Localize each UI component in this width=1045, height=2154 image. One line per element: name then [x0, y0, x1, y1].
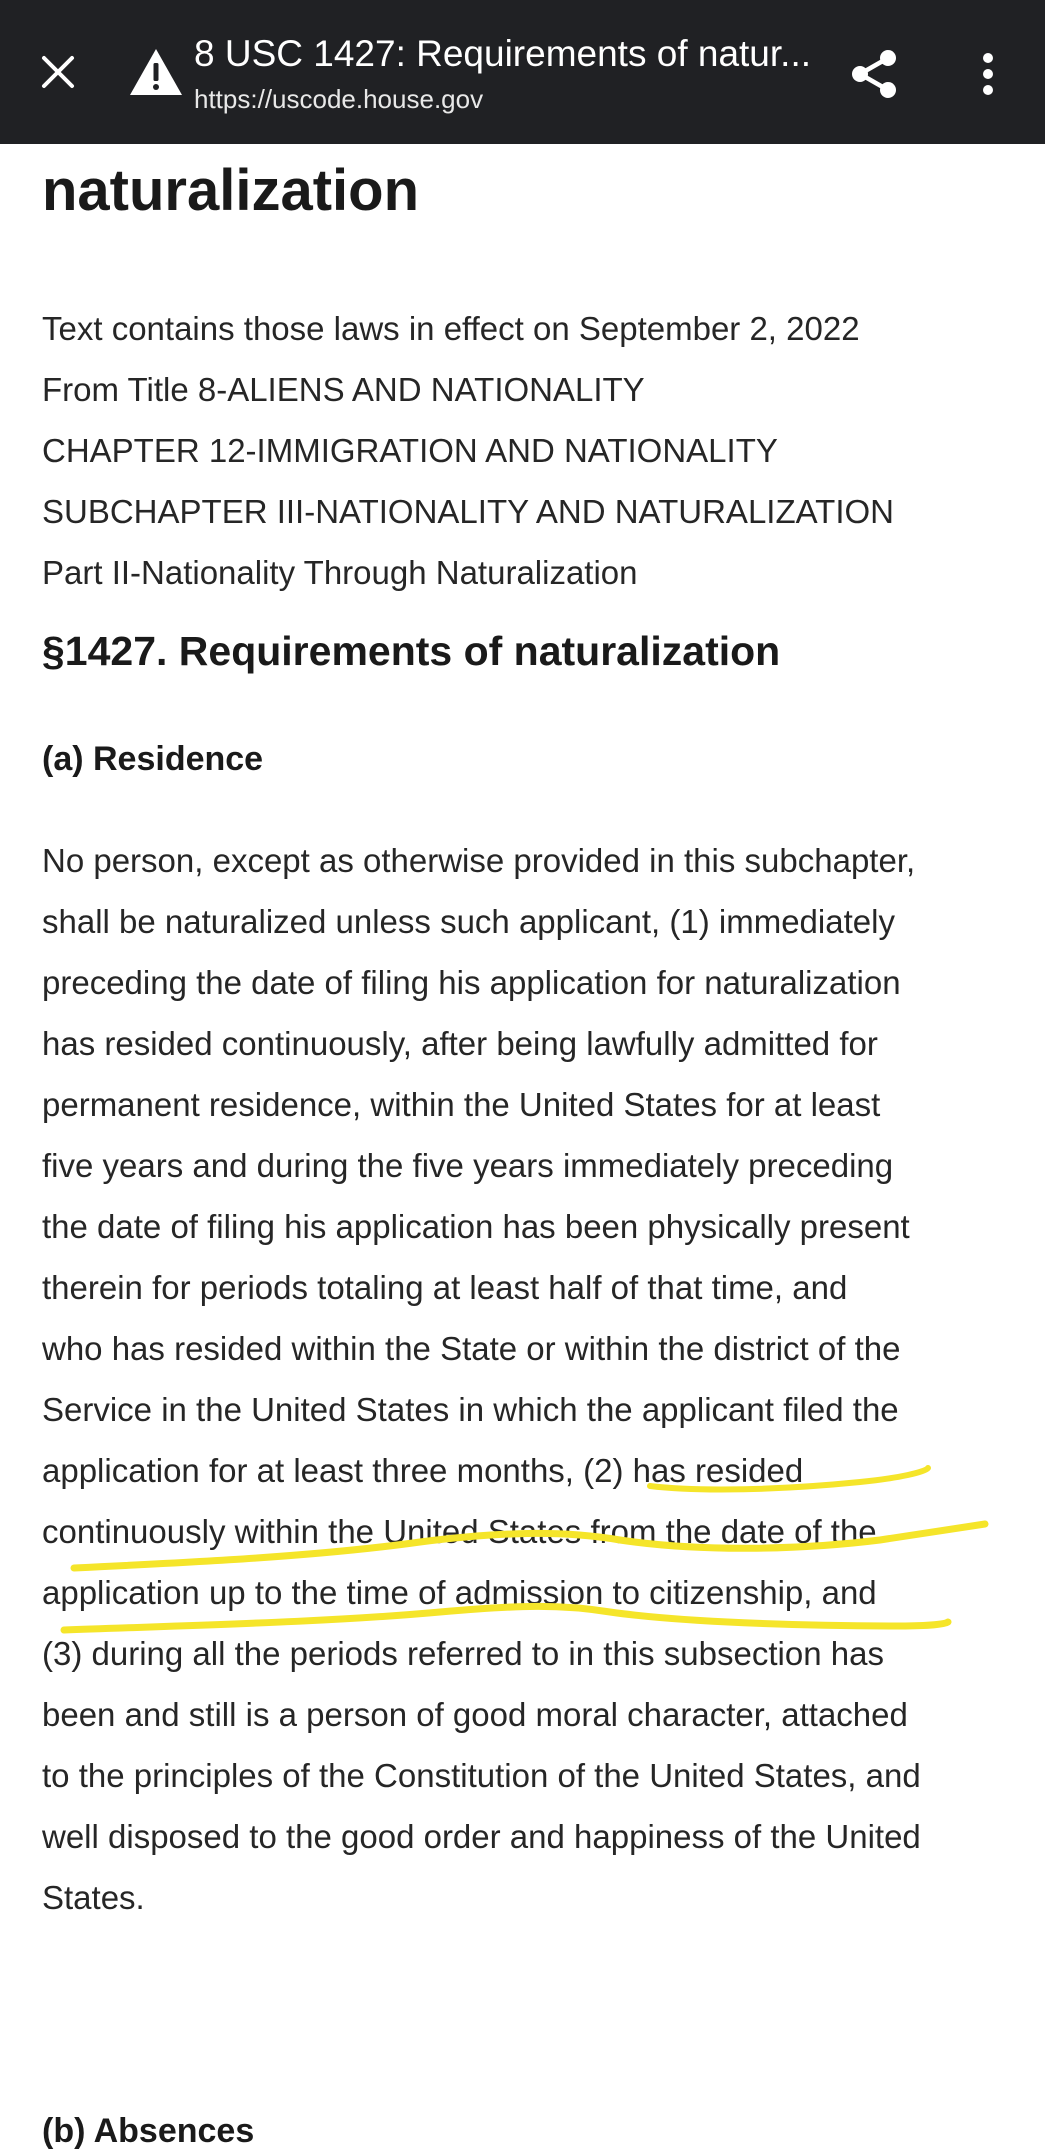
text-line: application up to the time of admission to citizenship, and	[42, 1574, 877, 1611]
share-button[interactable]	[840, 40, 908, 108]
more-vertical-icon	[980, 50, 996, 98]
subsection-a-text	[42, 830, 1022, 1928]
text-line: has resided continuously, after being lawfully admitted for	[42, 1025, 878, 1062]
subsection-b-heading: (b) Absences	[42, 2112, 255, 2150]
text-line: been and still is a person of good moral character, attached	[42, 1696, 908, 1733]
text-line: continuously within the United States from the date of the	[42, 1513, 877, 1550]
page-url[interactable]: https://uscode.house.gov	[194, 84, 484, 114]
text-line: who has resided within the State or within the district of the	[42, 1330, 901, 1367]
security-warning-button[interactable]	[128, 46, 184, 98]
meta-title: From Title 8-ALIENS AND NATIONALITY	[42, 371, 645, 408]
text-line: States.	[42, 1879, 145, 1916]
more-options-button[interactable]	[960, 44, 1016, 104]
text-line: Service in the United States in which the applicant filed the	[42, 1391, 899, 1428]
section-title: §1427. Requirements of naturalization	[42, 628, 781, 674]
meta-part: Part II-Nationality Through Naturalization	[42, 554, 638, 591]
text-line: shall be naturalized unless such applicant, (1) immediately	[42, 903, 895, 940]
text-line: preceding the date of filing his application for naturalization	[42, 964, 901, 1001]
text-line: permanent residence, within the United States for at least	[42, 1086, 881, 1123]
text-line: (3) during all the periods referred to in this subsection has	[42, 1635, 884, 1672]
meta-effective-date: Text contains those laws in effect on September 2, 2022	[42, 310, 860, 347]
meta-subchapter: SUBCHAPTER III-NATIONALITY AND NATURALIZATION	[42, 493, 895, 530]
subsection-a-heading: (a) Residence	[42, 740, 264, 778]
page-title: 8 USC 1427: Requirements of natur...	[194, 33, 812, 74]
meta-chapter: CHAPTER 12-IMMIGRATION AND NATIONALITY	[42, 432, 778, 469]
text-line: well disposed to the good order and happiness of the United	[42, 1818, 921, 1855]
law-metadata	[42, 298, 1022, 603]
close-button[interactable]	[30, 44, 86, 100]
text-line: application for at least three months, (2) has resided	[42, 1452, 804, 1489]
text-line: five years and during the five years immediately preceding	[42, 1147, 894, 1184]
text-line: the date of filing his application has been physically present	[42, 1208, 910, 1245]
close-icon	[40, 54, 76, 90]
text-line: therein for periods totaling at least half of that time, and	[42, 1269, 848, 1306]
share-icon	[846, 46, 902, 102]
text-line: No person, except as otherwise provided in this subchapter,	[42, 842, 916, 879]
text-line: to the principles of the Constitution of the United States, and	[42, 1757, 921, 1794]
browser-toolbar	[0, 0, 1045, 144]
page-heading: naturalization	[42, 158, 420, 223]
warning-icon	[128, 46, 184, 98]
